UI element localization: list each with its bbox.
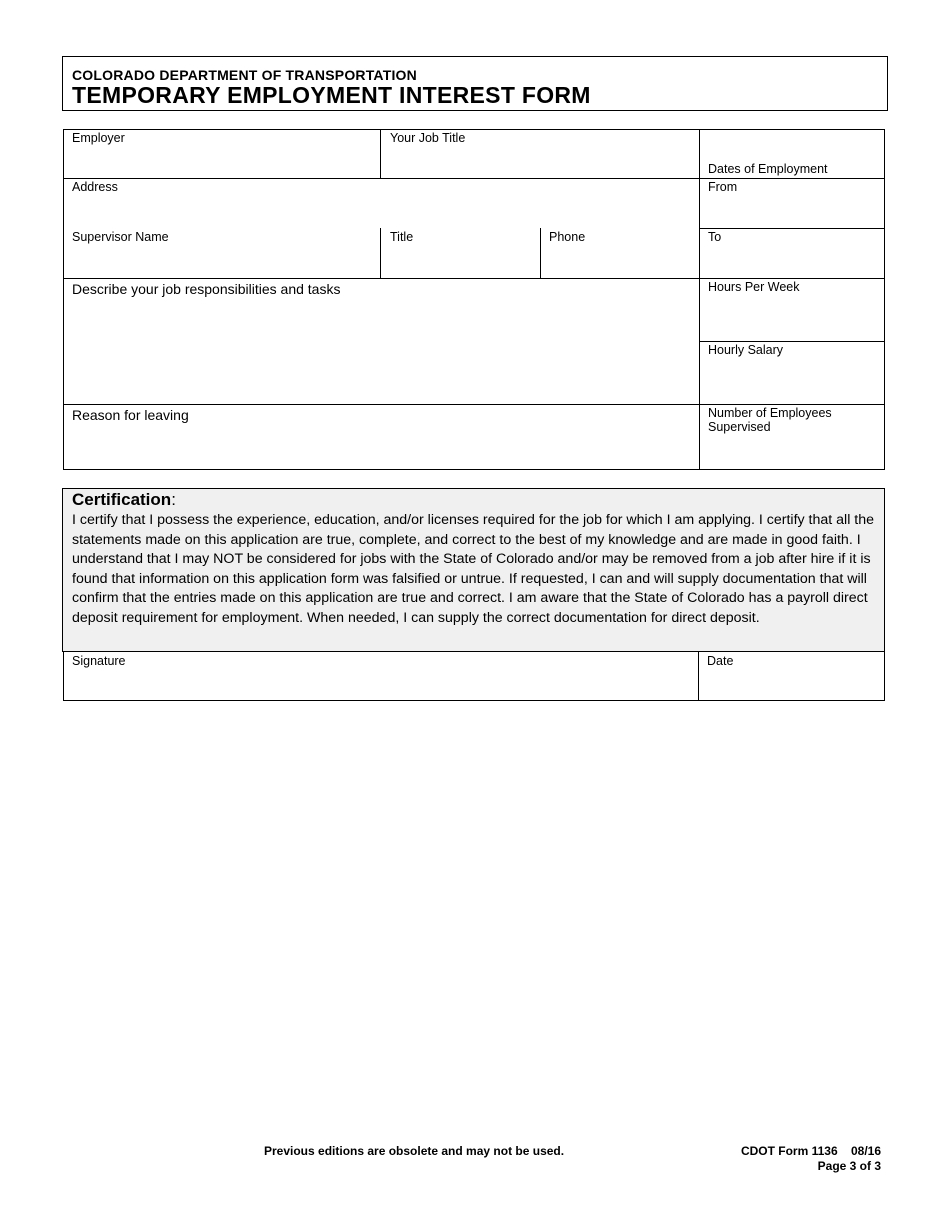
grid-line <box>884 129 885 470</box>
employees-supervised-label-1: Number of Employees <box>708 406 832 420</box>
footer-form-info <box>741 1144 881 1174</box>
address-label: Address <box>72 180 118 194</box>
employer-label: Employer <box>72 131 125 145</box>
job-title-field[interactable] <box>380 129 699 178</box>
signature-field[interactable] <box>63 652 698 700</box>
responsibilities-label: Describe your job responsibilities and tasks <box>72 281 341 297</box>
certification-heading <box>72 490 176 510</box>
from-date-field[interactable] <box>699 178 884 228</box>
dates-of-employment-label: Dates of Employment <box>708 162 828 176</box>
form-id: CDOT Form 1136 08/16 <box>740 1144 881 1158</box>
responsibilities-field[interactable] <box>63 278 699 404</box>
page-number: Page 3 of 3 <box>817 1159 881 1173</box>
employer-field[interactable] <box>63 129 380 178</box>
date-field[interactable] <box>698 652 884 700</box>
certification-colon: : <box>171 490 176 509</box>
hours-per-week-field[interactable] <box>699 278 884 341</box>
dates-of-employment-header <box>699 129 884 178</box>
job-title-label: Your Job Title <box>390 131 466 145</box>
supervisor-name-label: Supervisor Name <box>72 230 169 244</box>
org-name: COLORADO DEPARTMENT OF TRANSPORTATION <box>72 67 417 83</box>
signature-label: Signature <box>72 654 126 668</box>
phone-field[interactable] <box>540 228 699 278</box>
date-label: Date <box>707 654 734 668</box>
form-header <box>62 56 888 111</box>
phone-label: Phone <box>549 230 586 244</box>
form-title: TEMPORARY EMPLOYMENT INTEREST FORM <box>72 82 591 108</box>
footer-note: Previous editions are obsolete and may not be used. <box>264 1144 565 1158</box>
hourly-salary-field[interactable] <box>699 341 884 404</box>
to-label: To <box>708 230 722 244</box>
hours-per-week-label: Hours Per Week <box>708 280 800 294</box>
grid-line <box>63 700 885 701</box>
reason-for-leaving-field[interactable] <box>63 404 699 469</box>
address-field[interactable] <box>63 178 699 228</box>
to-date-field[interactable] <box>699 228 884 278</box>
certification-section <box>62 488 885 652</box>
employees-supervised-field[interactable] <box>699 404 884 469</box>
supervisor-name-field[interactable] <box>63 228 380 278</box>
hourly-salary-label: Hourly Salary <box>708 343 784 357</box>
grid-line <box>884 652 885 701</box>
certification-text: I certify that I possess the experience, education, and/or licenses required for the job for which I am applying. I certify that all the statements made on this application are true, complete, and correct to the best of my knowledge and are made in good faith. I understand that I may NOT be considered for jobs with the State of Colorado and/or may be removed from a job after hire if it is found that information on this application form was falsified or untrue. If requested, I can and will supply documentation that will confirm that the entries made on this application are true and correct. I am aware that the State of Colorado has a payroll direct deposit requirement for employment. When needed, I can supply the correct documentation for direct deposit. <box>72 512 875 626</box>
employees-supervised-label-2: Supervised <box>708 420 771 434</box>
certification-heading-text: Certification <box>72 490 172 509</box>
reason-for-leaving-label: Reason for leaving <box>72 407 189 423</box>
from-label: From <box>708 180 738 194</box>
grid-line <box>63 469 885 470</box>
supervisor-title-field[interactable] <box>380 228 540 278</box>
title-label: Title <box>390 230 414 244</box>
